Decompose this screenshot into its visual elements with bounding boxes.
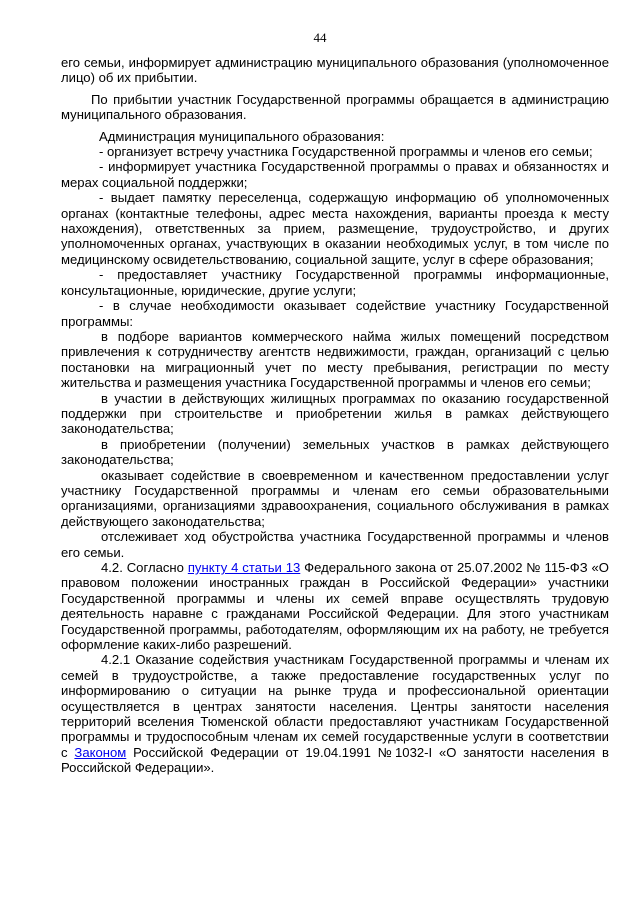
text: Федерального закона от 25.07.2002 № 115-ФЗ «О правовом положении иностранных граждан в Российской Федерации» участники Государственной программы и члены их семей вправе осуществлять трудовую деятельность наравне с гражданами Российской Федерации. Для этого участникам Государственной программы, работодателям, оформляющим их на работу, не требуется оформление каких-либо разрешений. <box>61 560 609 653</box>
paragraph: Администрация муниципального образования: <box>99 128 385 144</box>
sub-item: в участии в действующих жилищных программах по оказанию государственной поддержки при строительстве и приобретении жилья в рамках действующего законодательства; <box>61 390 609 437</box>
sub-item: в приобретении (получении) земельных участков в рамках действующего законодательства; <box>61 436 609 468</box>
text: Российской Федерации от 19.04.1991 №1032-I «О занятости населения в Российской Федерации». <box>61 744 610 776</box>
paragraph: оказывает содействие в своевременном и качественном предоставлении услуг участнику Государственной программы и членам его семьи образовательными организациями, организациями здравоохранения, социального обслуживания в рамках действующего законодательства; <box>61 467 609 529</box>
text: 4.2.1 Оказание содействия участникам Государственной программы и членам их семей в трудоустройстве, а также предоставление государственных услуг по информированию о ситуации на рынке труда и профессиональной ориентации осуществляется в центрах занятости населения. Центры занятости населения территорий вселения Тюменской области предоставляют участникам Государственной программы и трудоспособным членам их семей государственные услуги в соответствии с <box>61 652 609 760</box>
list-item: - выдает памятку переселенца, содержащую информацию об уполномоченных органах (контактные телефоны, адрес места нахождения, варианты проезда к месту нахождения), ответственных за прием, размещение, трудоустройство, и других уполномоченных органах, участвующих в оказании необходимых услуг, в том числе по медицинскому освидетельствованию, социальной защите, услуг в сфере образования; <box>61 190 609 267</box>
list-item: - в случае необходимости оказывает содействие участнику Государственной программы: <box>61 298 609 329</box>
paragraph: его семьи, информирует администрацию муниципального образования (уполномоченное лицо) об их прибытии. <box>61 55 609 86</box>
law-link[interactable]: Законом <box>74 744 127 760</box>
sub-item: в подборе вариантов коммерческого найма жилых помещений посредством привлечения к сотрудничеству агентств недвижимости, граждан, организаций с целью постановки на миграционный учет по месту пребывания, регистрации по месту жительства и размещения участника Государственной программы и членов его семьи; <box>61 328 609 391</box>
list-item: - предоставляет участнику Государственной программы информационные, консультационные, юридические, другие услуги; <box>61 267 609 298</box>
law-article-link[interactable]: пункту 4 статьи 13 <box>187 560 301 575</box>
list-item: - организует встречу участника Государственной программы и членов его семьи; <box>99 144 593 160</box>
document-body <box>61 55 609 776</box>
page-number: 44 <box>313 30 327 45</box>
paragraph: отслеживает ход обустройства участника Государственной программы и членов его семьи. <box>61 529 609 560</box>
list-item: - информирует участника Государственной программы о правах и обязанностях и мерах социальной поддержки; <box>61 159 609 190</box>
paragraph <box>61 652 609 775</box>
paragraph <box>61 560 609 652</box>
text: 4.2. Согласно <box>101 560 188 575</box>
paragraph: По прибытии участник Государственной программы обращается в администрацию муниципального образования. <box>61 91 609 123</box>
